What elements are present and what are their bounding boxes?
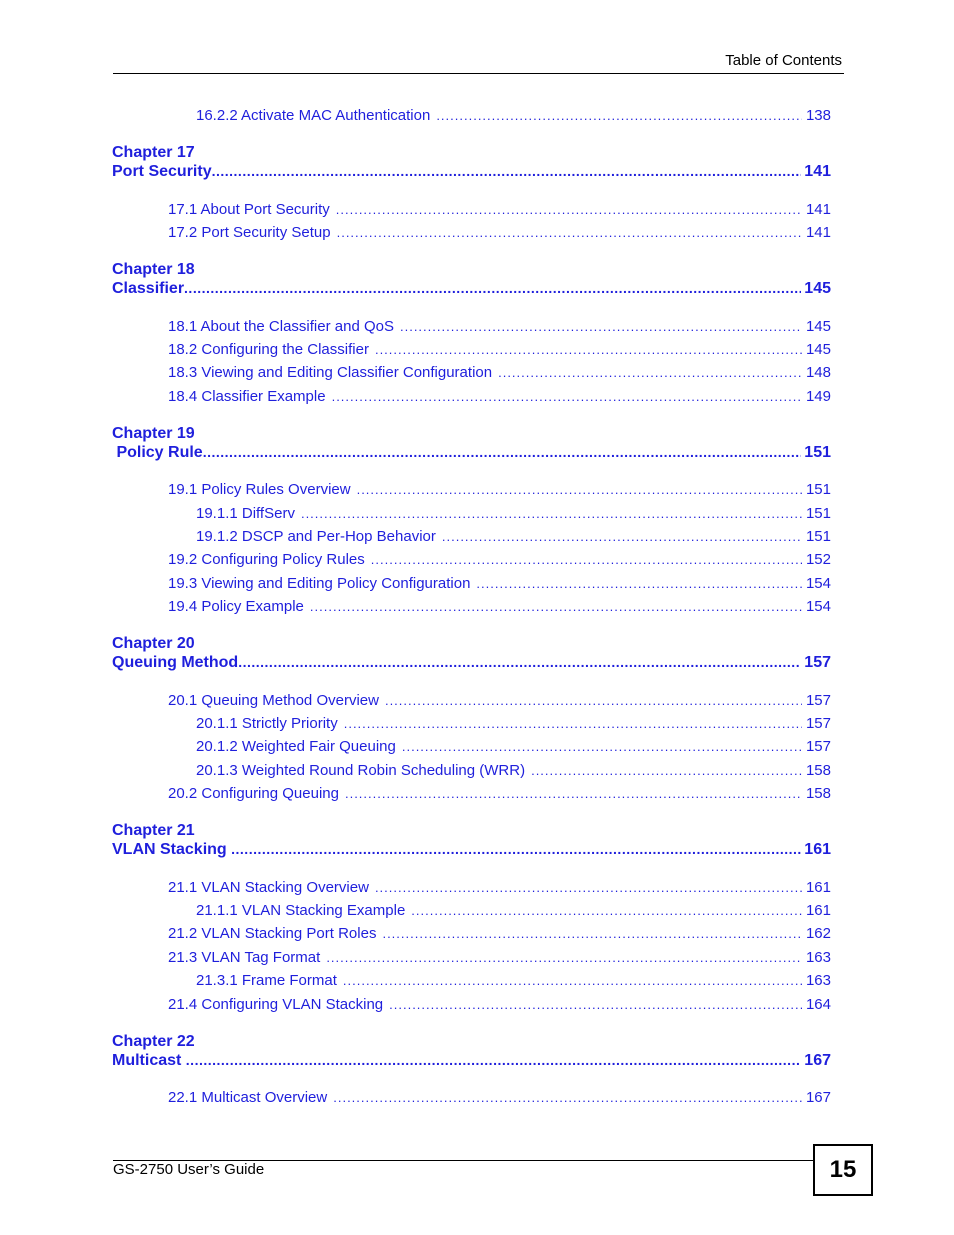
chapter-page: 145: [804, 280, 831, 297]
chapter-number[interactable]: Chapter 17: [112, 144, 195, 161]
toc-entry-page: 158: [805, 762, 831, 779]
toc-entry[interactable]: [196, 738, 831, 755]
toc-entry-page: 157: [805, 715, 831, 732]
dot-leader: [301, 506, 802, 521]
dot-leader: [498, 365, 802, 380]
chapter-page: 161: [804, 841, 831, 858]
toc-entry[interactable]: [168, 925, 831, 942]
toc-entry[interactable]: [168, 201, 831, 218]
toc-entry[interactable]: [168, 575, 831, 592]
dot-leader: [411, 903, 802, 918]
dot-leader: [442, 529, 802, 544]
dot-leader: [400, 319, 802, 334]
toc-entry-label: 19.4 Policy Example: [168, 598, 304, 615]
dot-leader: [186, 1052, 802, 1068]
toc-entry-label: 18.2 Configuring the Classifier: [168, 341, 369, 358]
chapter-title[interactable]: [112, 841, 831, 859]
chapter-number[interactable]: Chapter 22: [112, 1033, 195, 1050]
toc-entry-label: 18.4 Classifier Example: [168, 388, 326, 405]
toc-entry-page: 148: [805, 364, 831, 381]
toc-entry-page: 151: [805, 505, 831, 522]
toc-entry-label: 21.3.1 Frame Format: [196, 972, 337, 989]
toc-entry-page: 151: [805, 481, 831, 498]
dot-leader: [343, 973, 802, 988]
dot-leader: [375, 880, 802, 895]
toc-entry-label: 19.1.2 DSCP and Per-Hop Behavior: [196, 528, 436, 545]
toc-entry-page: 163: [805, 972, 831, 989]
toc-entry[interactable]: [168, 996, 831, 1013]
chapter-page: 167: [804, 1052, 831, 1069]
chapter-title-text: Multicast: [112, 1052, 186, 1069]
dot-leader: [531, 763, 802, 778]
toc-entry-label: 20.1.3 Weighted Round Robin Scheduling (WRR): [196, 762, 526, 779]
toc-entry-page: 161: [805, 902, 831, 919]
dot-leader: [238, 654, 801, 670]
dot-leader: [336, 202, 802, 217]
toc-entry-label: 21.4 Configuring VLAN Stacking: [168, 996, 384, 1013]
toc-entry-label: 21.3 VLAN Tag Format: [168, 949, 321, 966]
toc-entry-page: 161: [805, 879, 831, 896]
toc-entry-label: 18.3 Viewing and Editing Classifier Configuration: [168, 364, 493, 381]
dot-leader: [389, 997, 802, 1012]
dot-leader: [357, 482, 802, 497]
dot-leader: [382, 926, 802, 941]
chapter-title[interactable]: [112, 444, 831, 462]
dot-leader: [436, 108, 802, 123]
dot-leader: [385, 693, 802, 708]
chapter-title-text: Port Security: [112, 163, 212, 180]
footer-guide-title: GS-2750 User’s Guide: [113, 1161, 265, 1178]
toc-entry-page: 145: [805, 318, 831, 335]
toc-entry-page: 141: [805, 224, 831, 241]
header-title: Table of Contents: [725, 52, 842, 69]
toc-entry-label: 19.3 Viewing and Editing Policy Configuration: [168, 575, 471, 592]
page-number: 15: [813, 1144, 873, 1196]
toc-entry-page: 151: [805, 528, 831, 545]
dot-leader: [333, 1090, 802, 1105]
toc-entry-label: 19.1 Policy Rules Overview: [168, 481, 351, 498]
toc-entry-label: 20.1 Queuing Method Overview: [168, 692, 379, 709]
toc-entry-label: 18.1 About the Classifier and QoS: [168, 318, 394, 335]
dot-leader: [337, 225, 802, 240]
dot-leader: [371, 552, 802, 567]
chapter-title-text: Queuing Method: [112, 654, 239, 671]
dot-leader: [332, 389, 802, 404]
dot-leader: [345, 786, 802, 801]
toc-entry[interactable]: [168, 949, 831, 966]
toc-entry-label: 19.1.1 DiffServ: [196, 505, 295, 522]
dot-leader: [326, 950, 802, 965]
toc-entry[interactable]: [168, 1089, 831, 1106]
toc-entry[interactable]: [168, 598, 831, 615]
toc-entry-page: 154: [805, 575, 831, 592]
dot-leader: [375, 342, 802, 357]
chapter-title[interactable]: [112, 1052, 831, 1070]
chapter-title[interactable]: [112, 280, 831, 298]
dot-leader: [402, 739, 802, 754]
chapter-number[interactable]: Chapter 19: [112, 425, 195, 442]
toc-entry[interactable]: [168, 481, 831, 498]
toc-entry-label: 17.2 Port Security Setup: [168, 224, 331, 241]
chapter-title[interactable]: [112, 163, 831, 181]
toc-entry-label: 16.2.2 Activate MAC Authentication: [196, 107, 431, 124]
toc-entry-page: 145: [805, 341, 831, 358]
toc-entry-label: 22.1 Multicast Overview: [168, 1089, 328, 1106]
toc-entry-page: 164: [805, 996, 831, 1013]
toc-entry[interactable]: [168, 318, 831, 335]
toc-entry[interactable]: [196, 762, 831, 779]
chapter-number[interactable]: Chapter 21: [112, 822, 195, 839]
toc-entry-label: 20.1.2 Weighted Fair Queuing: [196, 738, 396, 755]
toc-entry-page: 157: [805, 692, 831, 709]
chapter-title-text: Classifier: [112, 280, 185, 297]
chapter-number[interactable]: Chapter 20: [112, 635, 195, 652]
toc-entry[interactable]: [196, 528, 831, 545]
chapter-page: 157: [804, 654, 831, 671]
toc-entry-page: 162: [805, 925, 831, 942]
toc-entry-page: 138: [805, 107, 831, 124]
toc-entry[interactable]: [168, 224, 831, 241]
dot-leader: [310, 599, 802, 614]
toc-entry-page: 152: [805, 551, 831, 568]
toc-entry-label: 21.1 VLAN Stacking Overview: [168, 879, 369, 896]
chapter-page: 151: [804, 444, 831, 461]
toc-entry[interactable]: [196, 107, 831, 124]
toc-entry-page: 154: [805, 598, 831, 615]
toc-entry-label: 19.2 Configuring Policy Rules: [168, 551, 365, 568]
toc-entry-label: 21.2 VLAN Stacking Port Roles: [168, 925, 377, 942]
toc-entry-label: 17.1 About Port Security: [168, 201, 330, 218]
toc-entry-label: 20.1.1 Strictly Priority: [196, 715, 338, 732]
toc-entry[interactable]: [196, 715, 831, 732]
toc-entry[interactable]: [168, 551, 831, 568]
chapter-page: 141: [804, 163, 831, 180]
dot-leader: [212, 163, 802, 179]
toc-entry-page: 157: [805, 738, 831, 755]
chapter-title-text: VLAN Stacking: [112, 841, 232, 858]
toc-entry[interactable]: [168, 388, 831, 405]
toc-entry[interactable]: [168, 785, 831, 802]
chapter-title[interactable]: [112, 654, 831, 672]
dot-leader: [476, 576, 802, 591]
toc-entry-page: 141: [805, 201, 831, 218]
toc-entry[interactable]: [168, 879, 831, 896]
toc-entry-label: 20.2 Configuring Queuing: [168, 785, 339, 802]
dot-leader: [344, 716, 802, 731]
dot-leader: [231, 841, 801, 857]
toc-entry[interactable]: [196, 505, 831, 522]
toc-entry-page: 158: [805, 785, 831, 802]
dot-leader: [203, 444, 802, 460]
chapter-number[interactable]: Chapter 18: [112, 261, 195, 278]
toc-entry[interactable]: [196, 902, 831, 919]
toc-entry-page: 149: [805, 388, 831, 405]
toc-entry[interactable]: [168, 692, 831, 709]
toc-entry-page: 167: [805, 1089, 831, 1106]
toc-entry[interactable]: [168, 341, 831, 358]
toc-entry-page: 163: [805, 949, 831, 966]
dot-leader: [184, 280, 801, 296]
toc-entry-label: 21.1.1 VLAN Stacking Example: [196, 902, 406, 919]
chapter-title-text: Policy Rule: [112, 444, 203, 461]
toc-entry[interactable]: [196, 972, 831, 989]
toc-entry[interactable]: [168, 364, 831, 381]
